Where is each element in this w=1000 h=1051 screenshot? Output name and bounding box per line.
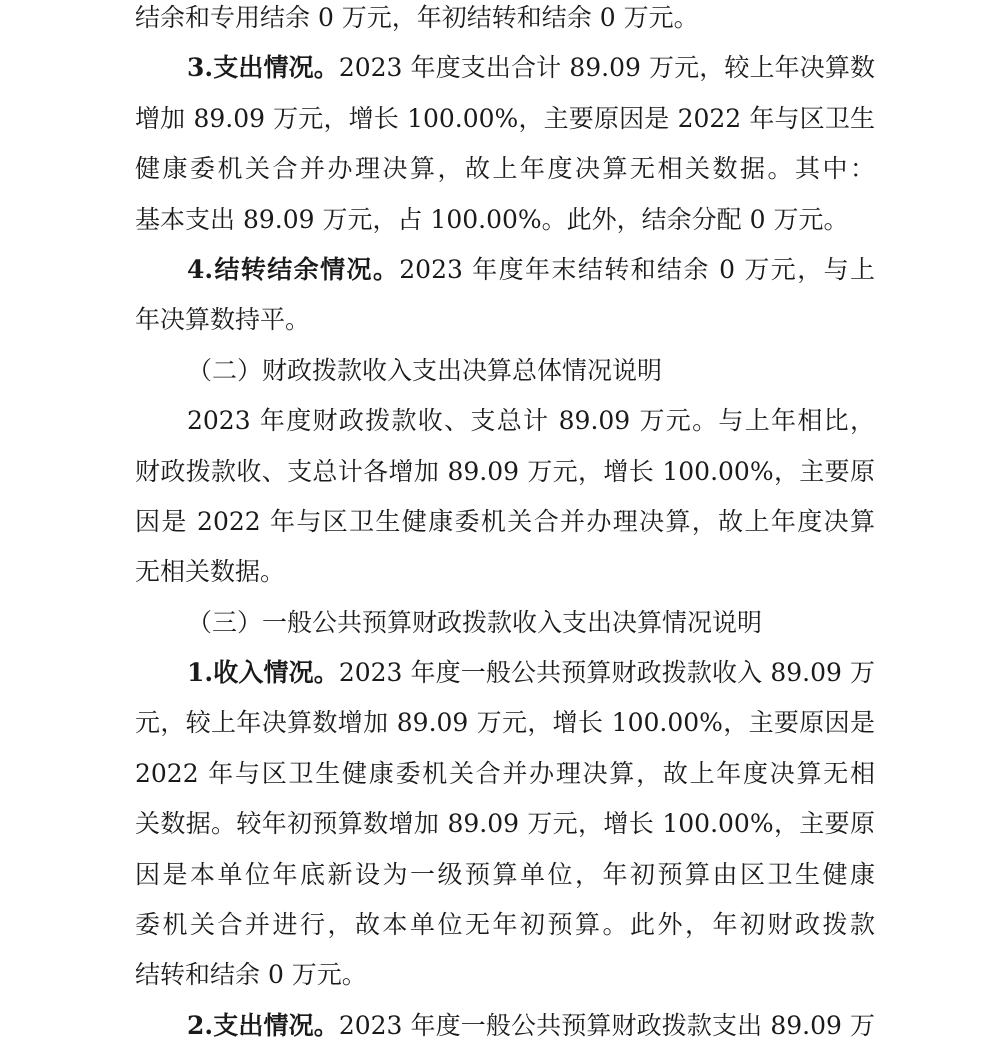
line-text: 2023 年度一般公共预算财政拨款支出 89.09 万 [338,1010,875,1040]
line-text: 关数据。较年初预算数增加 89.09 万元，增长 100.00%，主要原 [135,809,875,839]
paragraph-income-line [135,648,875,698]
line-text: 2023 年度年末结转和结余 0 万元，与上 [399,254,875,284]
line-text: 元，较上年决算数增加 89.09 万元，增长 100.00%，主要原因是 [135,708,875,738]
text-line [135,396,875,446]
text-line [135,447,875,497]
line-text: 财政拨款收、支总计各增加 89.09 万元，增长 100.00%，主要原 [135,456,875,486]
text-line [135,144,875,194]
line-text: 2022 年与区卫生健康委机关合并办理决算，故上年度决算无相 [135,758,875,788]
line-text: 无相关数据。 [135,557,286,587]
line-text: 健康委机关合并办理决算，故上年度决算无相关数据。其中： [135,154,875,184]
line-text: 年决算数持平。 [135,305,311,335]
text-line [135,547,875,597]
paragraph-expenditure-line [135,43,875,93]
section-heading-expenditure: 3.支出情况。 [187,53,339,83]
heading-text: （三）一般公共预算财政拨款收入支出决算情况说明 [187,607,763,637]
text-line [135,950,875,1000]
text-line [135,799,875,849]
line-text: 结转和结余 0 万元。 [135,960,367,990]
text-line [135,295,875,345]
subsection-heading-2 [135,346,875,396]
line-text: 因是 2022 年与区卫生健康委机关合并办理决算，故上年度决算 [135,506,875,536]
line-text: 增加 89.09 万元，增长 100.00%，主要原因是 2022 年与区卫生 [135,103,875,133]
text-line [135,749,875,799]
line-text: 因是本单位年底新设为一级预算单位，年初预算由区卫生健康 [135,859,875,889]
text-line [135,850,875,900]
line-text: 结余和专用结余 0 万元，年初结转和结余 0 万元。 [135,3,699,32]
text-line [135,900,875,950]
line-text: 2023 年度一般公共预算财政拨款收入 89.09 万 [338,658,875,688]
section-heading-gpb-expenditure: 2.支出情况。 [187,1010,339,1040]
line-text: 2023 年度支出合计 89.09 万元，较上年决算数 [338,53,875,83]
section-heading-carryover: 4.结转结余情况。 [187,254,400,284]
text-line [135,497,875,547]
subsection-heading-3 [135,598,875,648]
heading-text: （二）财政拨款收入支出决算总体情况说明 [187,355,663,385]
line-text: 2023 年度财政拨款收、支总计 89.09 万元。与上年相比， [187,406,875,436]
text-line [135,698,875,748]
section-heading-income: 1.收入情况。 [187,658,339,688]
text-line [135,0,875,43]
text-line [135,195,875,245]
text-line [135,94,875,144]
line-text: 委机关合并进行，故本单位无年初预算。此外，年初财政拨款 [135,910,875,940]
paragraph-gpb-expenditure-line [135,1001,875,1051]
paragraph-carryover-line [135,245,875,295]
line-text: 基本支出 89.09 万元，占 100.00%。此外，结余分配 0 万元。 [135,204,849,234]
